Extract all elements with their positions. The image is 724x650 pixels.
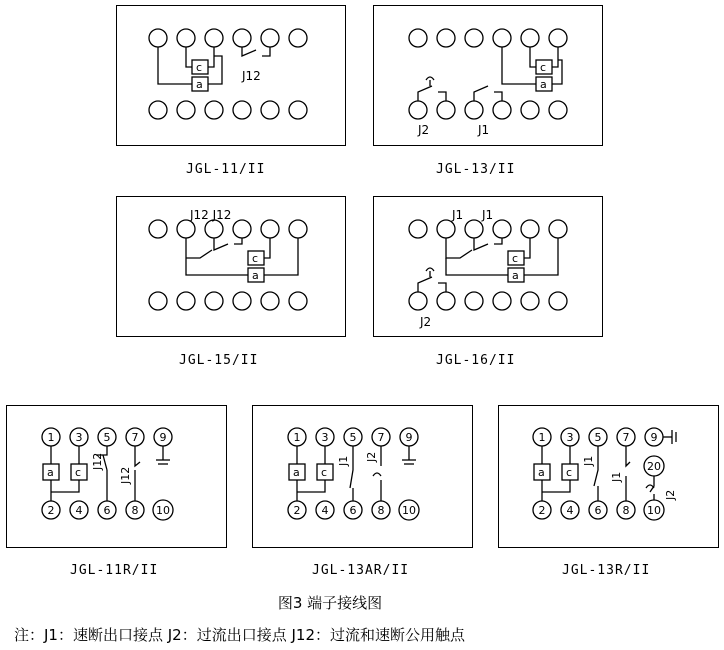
contact-label-j1-a: J1 [582,455,595,466]
terminal-label: 4 [566,504,574,517]
contact-label-j1-b: J1 [610,471,623,482]
terminal-label: 2 [538,504,546,517]
terminal-label: 4 [321,504,329,517]
terminal-label: 9 [159,431,167,444]
caption-jgl-13: JGL-13/II [436,162,516,177]
terminal-label: 8 [622,504,630,517]
contact-label-j12: J12 [242,69,261,83]
terminal-label: 8 [377,504,385,517]
terminal-label: 1 [538,431,546,444]
coil-a-label: a [252,269,259,282]
diagram-jgl-13ar [288,428,419,520]
terminal-label: 10 [647,504,661,517]
terminal-label: 2 [47,504,55,517]
coil-c-label: c [196,61,203,74]
coil-c-label: c [75,466,82,479]
terminal-label: 7 [131,431,139,444]
terminal-row-bottom [149,101,307,119]
terminal-label: 6 [594,504,602,517]
coil-c-label: c [252,252,259,265]
coil-a-label: a [540,78,547,91]
coil-a-label: a [196,78,203,91]
terminal-label: 20 [647,460,661,473]
terminal-label: 9 [650,431,658,444]
terminal-label: 3 [321,431,329,444]
diagram-jgl-11r [42,428,173,520]
terminal-label: 1 [47,431,55,444]
terminal-label: 3 [75,431,83,444]
diagram-jgl-16 [409,208,567,329]
diagram-jgl-13r [533,428,677,520]
terminal-row-top [409,220,567,238]
terminal-label: 8 [131,504,139,517]
terminal-label: 4 [75,504,83,517]
legend-note: 注：J1：速断出口接点 J2：过流出口接点 J12：过流和速断公用触点 [14,626,465,644]
contact-label-j1-b: J1 [482,208,494,222]
terminal-row-bottom [149,292,307,310]
terminal-row-bottom [409,101,567,119]
contact-label-j12-b: J12 [119,466,132,484]
terminal-row-top [149,29,307,47]
coil-c-label: c [540,61,547,74]
contact-label-j12-a: J12 [91,452,104,470]
figure-title: 图3 端子接线图 [277,594,383,612]
terminal-label: 9 [405,431,413,444]
coil-a-label: a [538,466,545,479]
contact-label-j2: J2 [418,123,430,137]
contact-label-j2: J2 [365,451,378,462]
caption-jgl-16: JGL-16/II [436,353,516,368]
coil-a-label: a [512,269,519,282]
terminal-row-bottom [409,292,567,310]
terminal-label: 1 [293,431,301,444]
contact-label-j1: J1 [478,123,490,137]
terminal-row-top [149,220,307,238]
diagram-jgl-11 [149,29,307,119]
diagram-jgl-15 [149,208,307,310]
coil-c-label: c [512,252,519,265]
caption-jgl-11: JGL-11/II [186,162,266,177]
terminal-label: 10 [156,504,170,517]
coil-a-label: a [47,466,54,479]
coil-c-label: c [566,466,573,479]
terminal-label: 5 [103,431,111,444]
coil-c-label: c [321,466,328,479]
terminal-label: 7 [622,431,630,444]
terminal-label: 2 [293,504,301,517]
terminal-label: 7 [377,431,385,444]
caption-jgl-13ar: JGL-13AR/II [312,563,410,578]
diagram-jgl-13 [409,29,567,137]
terminal-label: 3 [566,431,574,444]
caption-jgl-11r: JGL-11R/II [70,563,159,578]
contact-label-j1: J1 [337,455,350,466]
terminal-row-top [409,29,567,47]
coil-a-label: a [293,466,300,479]
terminal-label: 5 [594,431,602,444]
terminal-label: 5 [349,431,357,444]
terminal-label: 6 [349,504,357,517]
caption-jgl-13r: JGL-13R/II [562,563,651,578]
contact-label-j2: J2 [420,315,432,329]
terminal-label: 10 [402,504,416,517]
contact-label-j1-a: J1 [452,208,464,222]
contact-label-j2: J2 [664,489,677,500]
caption-jgl-15: JGL-15/II [179,353,259,368]
terminal-label: 6 [103,504,111,517]
contact-label-j12-pair: J12 J12 [190,208,232,222]
